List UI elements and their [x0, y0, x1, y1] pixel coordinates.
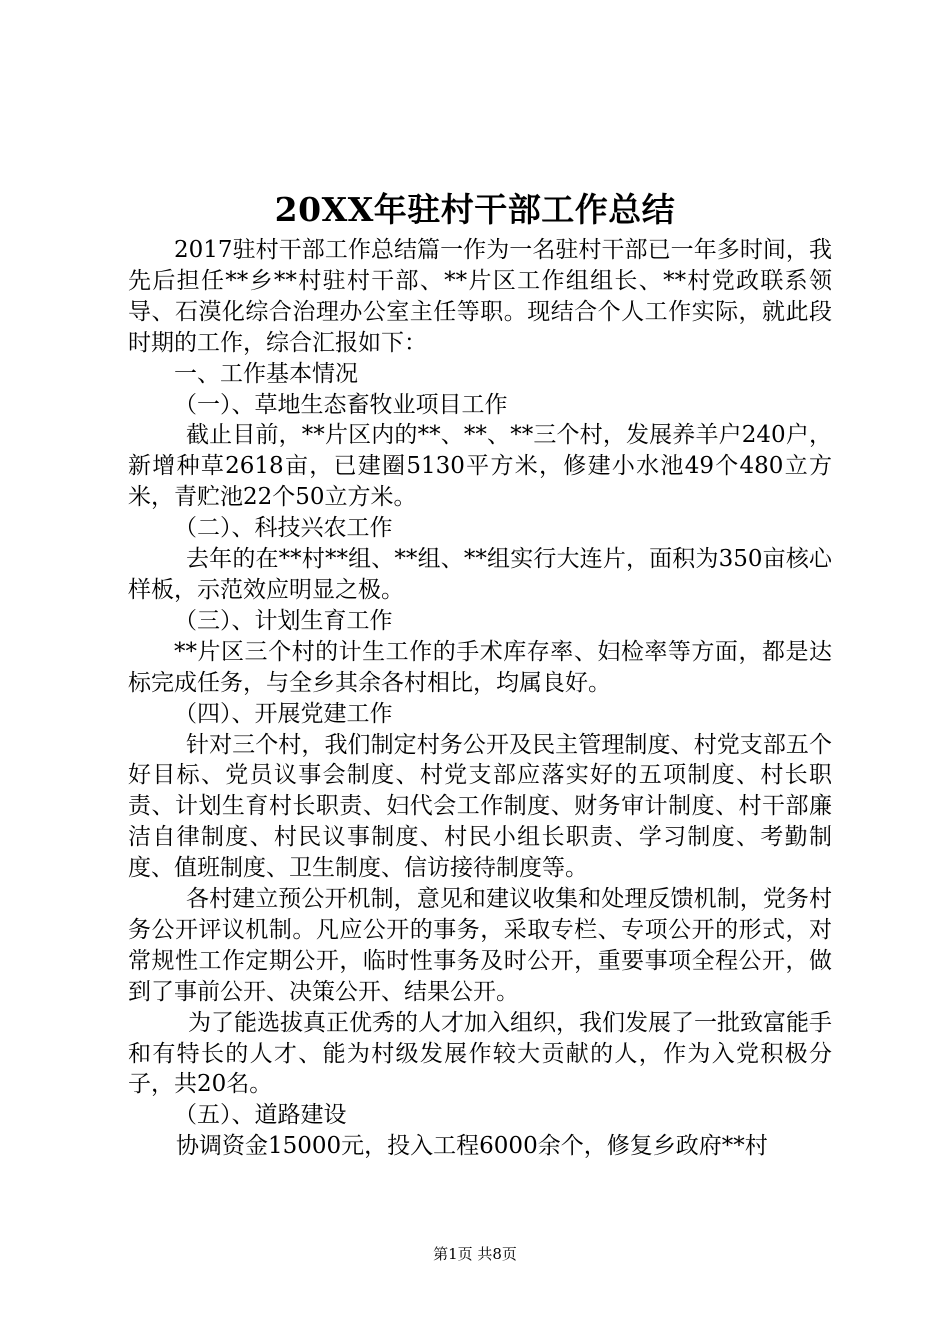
document-body: [128, 235, 832, 1162]
paragraph: 各村建立预公开机制，意见和建议收集和处理反馈机制，党务村务公开评议机制。凡应公开的事务，采取专栏、专项公开的形式，对常规性工作定期公开，临时性事务及时公开，重要事项全程公开，做到了事前公开、决策公开、结果公开。: [128, 886, 832, 1005]
subsection-heading: （三）、计划生育工作: [174, 607, 393, 634]
paragraph: 截止目前，**片区内的**、**、**三个村，发展养羊户240户，新增种草2618亩，已建圈5130平方米，修建小水池49个480立方米，青贮池22个50立方米。: [128, 422, 832, 511]
paragraph: 为了能选拔真正优秀的人才加入组织，我们发展了一批致富能手和有特长的人才、能为村级发展作较大贡献的人，作为入党积极分子，共20名。: [128, 1009, 832, 1098]
paragraph: **片区三个村的计生工作的手术库存率、妇检率等方面，都是达标完成任务，与全乡其余各村相比，均属良好。: [128, 638, 832, 696]
page-footer: 第1页 共8页: [433, 1245, 517, 1263]
subsection-heading: （二）、科技兴农工作: [174, 515, 393, 542]
paragraph-intro: 2017驻村干部工作总结篇一作为一名驻村干部已一年多时间，我先后担任**乡**村驻村干部、**片区工作组组长、**村党政联系领导、石漠化综合治理办公室主任等职。现结合个人工作实际，就此段时期的工作，综合汇报如下：: [128, 237, 832, 356]
document-title: 20XX年驻村干部工作总结: [274, 190, 676, 229]
paragraph: 针对三个村，我们制定村务公开及民主管理制度、村党支部五个好目标、党员议事会制度、村党支部应落实好的五项制度、村长职责、计划生育村长职责、妇代会工作制度、财务审计制度、村干部廉洁自律制度、村民议事制度、村民小组长职责、学习制度、考勤制度、值班制度、卫生制度、信访接待制度等。: [128, 731, 832, 882]
subsection-heading: （五）、道路建设: [174, 1102, 347, 1129]
subsection-heading: （四）、开展党建工作: [174, 700, 393, 727]
subsection-heading: （一）、草地生态畜牧业项目工作: [174, 391, 508, 418]
paragraph: 去年的在**村**组、**组、**组实行大连片，面积为350亩核心样板，示范效应明显之极。: [128, 546, 832, 603]
paragraph: 协调资金15000元，投入工程6000余个，修复乡政府**村: [176, 1133, 768, 1160]
section-heading: 一、工作基本情况: [174, 360, 358, 387]
